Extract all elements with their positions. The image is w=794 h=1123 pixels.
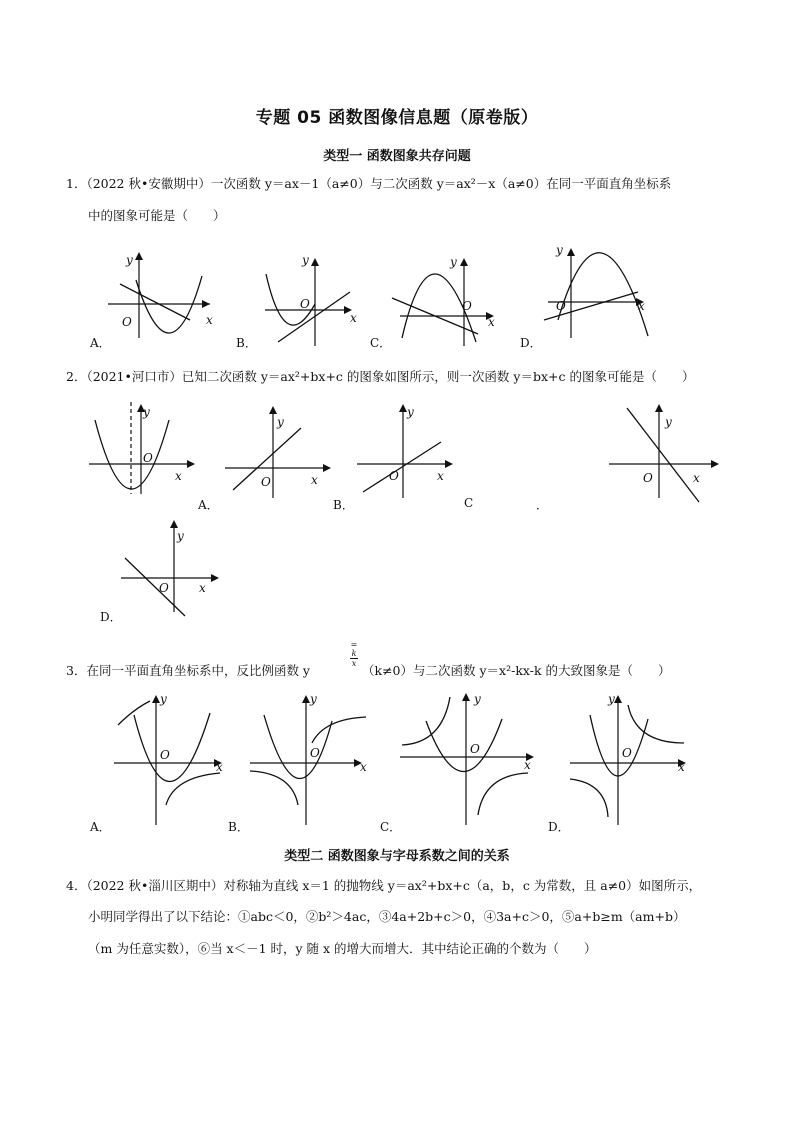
origin-label: O bbox=[122, 315, 132, 329]
parabola bbox=[134, 713, 210, 782]
question-4-line-2: 小明同学得出了以下结论：①abc＜0，②b²＞4ac，③4a+2b+c＞0，④3a+c＞0，⑤a+b≥m（am+b） bbox=[88, 909, 686, 924]
hyperbola-lower bbox=[250, 771, 298, 805]
question-2-graphs bbox=[85, 398, 735, 628]
page-title: 专题 05 函数图像信息题（原卷版） bbox=[255, 108, 539, 128]
line bbox=[125, 558, 185, 616]
fraction-equals: = bbox=[350, 640, 358, 649]
fraction-denominator: x bbox=[351, 659, 357, 668]
q3-option-a[interactable]: A． bbox=[90, 820, 111, 834]
x-label: x bbox=[360, 760, 367, 774]
q3-graph-c bbox=[400, 692, 534, 825]
origin-label: O bbox=[261, 475, 271, 489]
x-label: x bbox=[437, 469, 444, 483]
fraction-numerator: k bbox=[351, 649, 357, 658]
x-label: x bbox=[216, 760, 223, 774]
q3-graph-d bbox=[570, 692, 686, 825]
q1-option-a[interactable]: A． bbox=[90, 336, 111, 350]
y-label: y bbox=[302, 253, 309, 267]
line bbox=[278, 292, 350, 342]
q1-option-c[interactable]: C． bbox=[370, 336, 392, 350]
question-1-line-2: 中的图象可能是（ ） bbox=[88, 208, 226, 223]
x-label: x bbox=[206, 313, 213, 327]
q3-graph-a bbox=[114, 692, 223, 825]
origin-label: O bbox=[556, 299, 566, 313]
question-4-line-1: 4．（2022 秋•淄川区期中）对称轴为直线 x＝1 的抛物线 y＝ax²+bx+c（a，b，c 为常数，且 a≠0）如图所示， bbox=[66, 878, 702, 893]
q2-graph-c bbox=[609, 404, 719, 502]
x-label: x bbox=[638, 299, 645, 313]
q1-graph-c bbox=[392, 255, 495, 346]
origin-label: O bbox=[310, 746, 320, 760]
y-label: y bbox=[665, 415, 672, 429]
x-label: x bbox=[678, 760, 685, 774]
line bbox=[363, 442, 441, 492]
q3-option-d[interactable]: D． bbox=[548, 820, 570, 834]
y-label: y bbox=[177, 529, 184, 543]
hyperbola-lower bbox=[478, 773, 528, 815]
x-label: x bbox=[311, 473, 318, 487]
q1-option-b[interactable]: B． bbox=[236, 336, 257, 350]
q3-option-c[interactable]: C． bbox=[380, 820, 402, 834]
question-3-line-1b: （k≠0）与二次函数 y＝x²-kx-k 的大致图象是（ ） bbox=[362, 663, 671, 678]
q1-graph-d bbox=[544, 243, 648, 338]
q1-graph-b bbox=[265, 253, 357, 346]
question-1-graphs bbox=[80, 238, 730, 358]
parabola bbox=[590, 715, 648, 776]
x-label: x bbox=[524, 758, 531, 772]
parabola bbox=[264, 715, 332, 779]
parabola bbox=[426, 719, 502, 772]
origin-label: O bbox=[300, 297, 310, 311]
hyperbola-lower bbox=[166, 773, 220, 805]
line bbox=[627, 408, 699, 502]
fraction-k-over-x bbox=[347, 640, 361, 668]
section-heading-1: 类型一 函数图象共存问题 bbox=[323, 149, 471, 164]
q2-given-graph bbox=[89, 402, 195, 494]
question-1-line-1: 1．（2022 秋•安徽期中）一次函数 y＝ax－1（a≠0）与二次函数 y＝ax²－x（a≠0）在同一平面直角坐标系 bbox=[66, 176, 672, 191]
q1-graph-a bbox=[108, 252, 213, 338]
question-2-line-1: 2．（2021•河口市）已知二次函数 y＝ax²+bx+c 的图象如图所示，则一次函数 y＝bx+c 的图象可能是（ ） bbox=[66, 369, 695, 384]
q1-option-d[interactable]: D． bbox=[520, 336, 542, 350]
q2-option-b[interactable]: B． bbox=[333, 498, 354, 512]
q2-graph-b bbox=[357, 404, 453, 498]
y-label: y bbox=[407, 405, 414, 419]
x-label: x bbox=[175, 469, 182, 483]
y-label: y bbox=[277, 415, 284, 429]
hyperbola-upper bbox=[628, 705, 684, 743]
question-3-line-1a: 3．在同一平面直角坐标系中，反比例函数 y bbox=[66, 663, 310, 678]
question-3-graphs bbox=[100, 685, 730, 825]
q2-option-c-dot: ． bbox=[536, 498, 549, 512]
y-label: y bbox=[608, 692, 615, 706]
x-label: x bbox=[350, 311, 357, 325]
origin-label: O bbox=[143, 451, 153, 465]
question-4-line-3: （m 为任意实数），⑥当 x＜－1 时，y 随 x 的增大而增大．其中结论正确的个数为（ ） bbox=[88, 941, 597, 956]
y-label: y bbox=[556, 243, 563, 257]
hyperbola-lower bbox=[570, 779, 608, 817]
hyperbola-upper bbox=[118, 701, 150, 725]
y-label: y bbox=[143, 405, 150, 419]
x-label: x bbox=[199, 581, 206, 595]
x-label: x bbox=[693, 471, 700, 485]
q2-option-c[interactable]: C bbox=[464, 496, 474, 510]
y-label: y bbox=[474, 692, 481, 706]
origin-label: O bbox=[643, 471, 653, 485]
hyperbola-upper bbox=[312, 717, 366, 743]
section-heading-2: 类型二 函数图象与字母系数之间的关系 bbox=[284, 849, 510, 864]
y-label: y bbox=[160, 692, 167, 706]
q2-graph-d bbox=[121, 520, 219, 616]
origin-label: O bbox=[462, 299, 472, 313]
q2-graph-a bbox=[225, 406, 331, 498]
q2-option-a[interactable]: A． bbox=[198, 498, 219, 512]
y-label: y bbox=[450, 255, 457, 269]
origin-label: O bbox=[622, 746, 632, 760]
y-label: y bbox=[126, 253, 133, 267]
origin-label: O bbox=[160, 748, 170, 762]
origin-label: O bbox=[159, 581, 169, 595]
x-label: x bbox=[488, 315, 495, 329]
origin-label: O bbox=[470, 742, 480, 756]
q3-option-b[interactable]: B． bbox=[228, 820, 249, 834]
origin-label: O bbox=[389, 469, 399, 483]
parabola bbox=[95, 420, 169, 489]
q3-graph-b bbox=[250, 692, 367, 825]
q2-option-d[interactable]: D． bbox=[100, 610, 122, 624]
y-label: y bbox=[310, 692, 317, 706]
